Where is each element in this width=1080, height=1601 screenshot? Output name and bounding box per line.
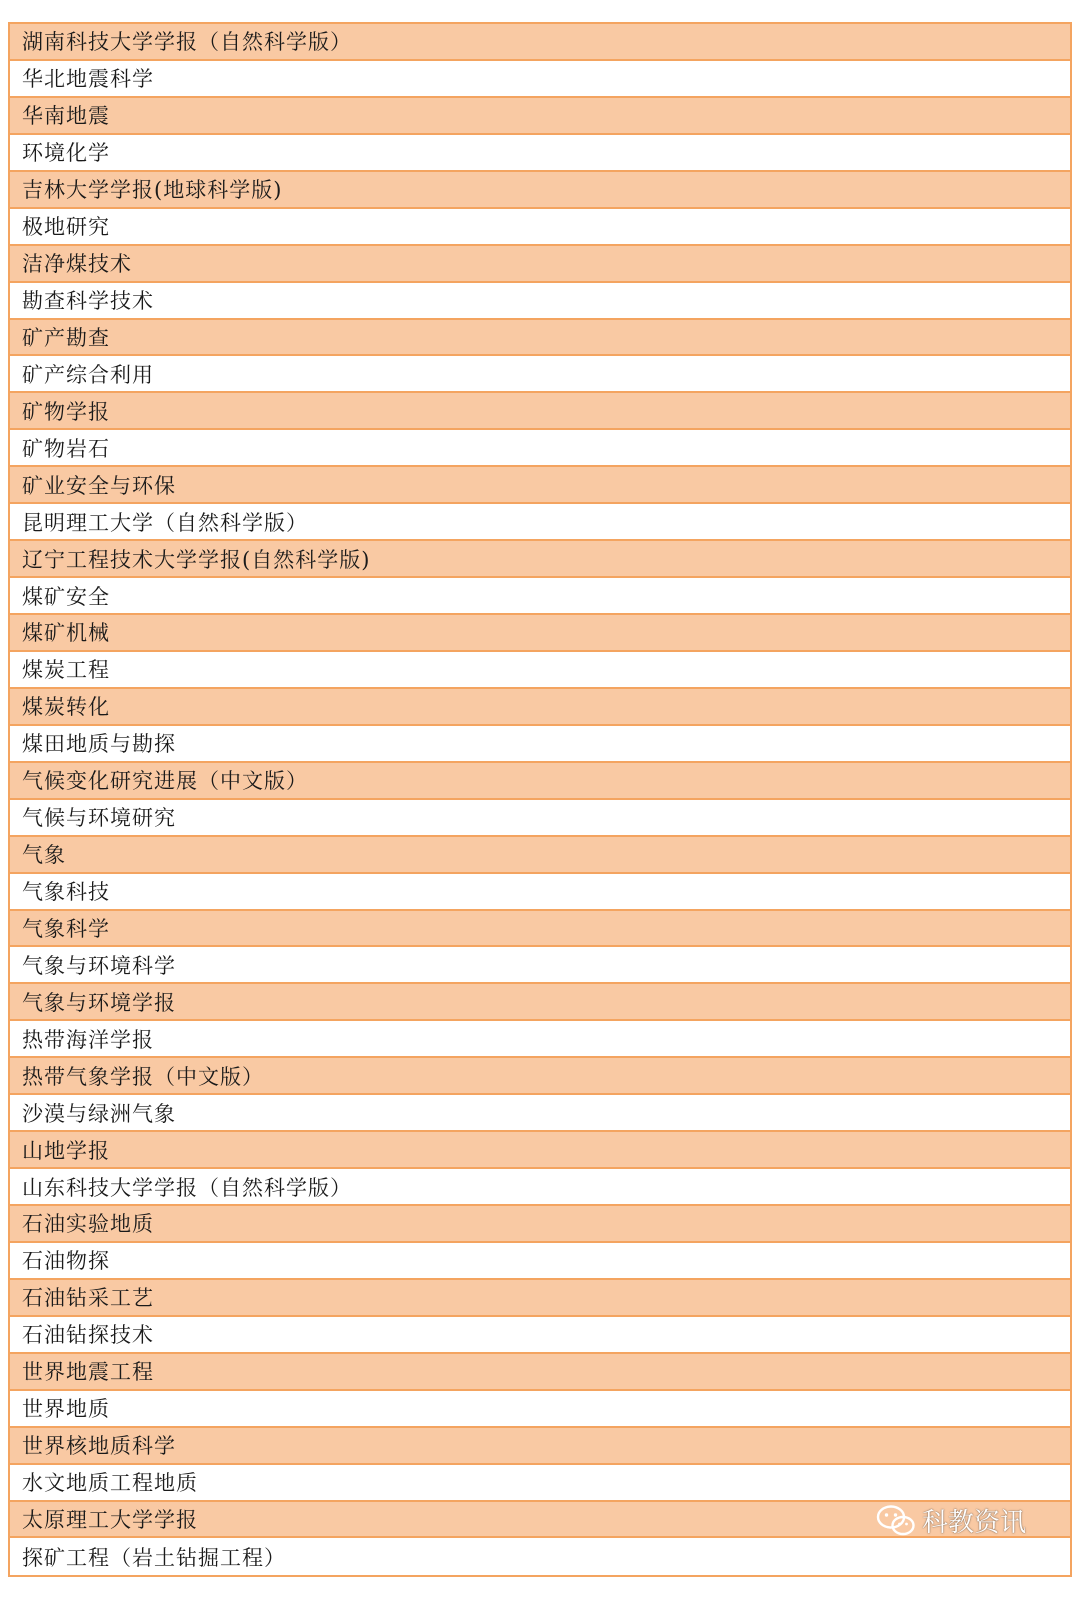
table-row [10, 246, 1070, 283]
journal-name: 世界地质 [22, 1397, 110, 1422]
table-row [10, 1021, 1070, 1058]
journal-name: 辽宁工程技术大学学报(自然科学版) [22, 547, 371, 572]
journal-name: 煤矿安全 [22, 584, 110, 609]
table-row [10, 61, 1070, 98]
table-row [10, 763, 1070, 800]
table-row [10, 652, 1070, 689]
journal-name: 石油实验地质 [22, 1212, 154, 1237]
table-row [10, 1243, 1070, 1280]
table-row [10, 1391, 1070, 1428]
journal-name: 水文地质工程地质 [22, 1471, 198, 1496]
journal-name: 勘查科学技术 [22, 289, 154, 314]
journal-name: 气象科学 [22, 916, 110, 941]
table-row [10, 356, 1070, 393]
table-row [10, 1317, 1070, 1354]
journal-name: 气象与环境科学 [22, 953, 176, 978]
table-row [10, 874, 1070, 911]
table-row [10, 320, 1070, 357]
journal-name: 矿物岩石 [22, 436, 110, 461]
table-row [10, 578, 1070, 615]
journal-name: 极地研究 [22, 215, 110, 240]
journal-name: 石油物探 [22, 1249, 110, 1274]
table-row [10, 726, 1070, 763]
table-row [10, 430, 1070, 467]
journal-name: 气象科技 [22, 880, 110, 905]
table-row [10, 1354, 1070, 1391]
journal-name: 石油钻采工艺 [22, 1286, 154, 1311]
table-row [10, 1169, 1070, 1206]
table-row [10, 172, 1070, 209]
table-row [10, 98, 1070, 135]
journal-name: 世界核地质科学 [22, 1434, 176, 1459]
table-row [10, 800, 1070, 837]
journal-table [8, 22, 1072, 1577]
table-row [10, 984, 1070, 1021]
journal-name: 矿产勘查 [22, 325, 110, 350]
journal-name: 热带海洋学报 [22, 1027, 154, 1052]
table-row [10, 837, 1070, 874]
table-row [10, 209, 1070, 246]
table-row [10, 24, 1070, 61]
table-row [10, 1095, 1070, 1132]
table-row [10, 541, 1070, 578]
table-row [10, 1465, 1070, 1502]
watermark-text: 科教资讯 [921, 1508, 1026, 1538]
journal-name: 华北地震科学 [22, 67, 154, 92]
table-row [10, 615, 1070, 652]
journal-name: 煤田地质与勘探 [22, 732, 176, 757]
journal-name: 太原理工大学学报 [22, 1507, 198, 1532]
table-row [10, 283, 1070, 320]
journal-name: 煤炭工程 [22, 658, 110, 683]
table-row [10, 1502, 1070, 1539]
journal-name: 山东科技大学学报（自然科学版） [22, 1175, 352, 1200]
table-row [10, 947, 1070, 984]
journal-name: 矿物学报 [22, 399, 110, 424]
table-row [10, 1206, 1070, 1243]
journal-name: 矿业安全与环保 [22, 473, 176, 498]
journal-name: 世界地震工程 [22, 1360, 154, 1385]
journal-name: 沙漠与绿洲气象 [22, 1101, 176, 1126]
journal-name: 昆明理工大学（自然科学版） [22, 510, 308, 535]
journal-name: 探矿工程（岩土钻掘工程） [22, 1545, 286, 1570]
journal-name: 环境化学 [22, 141, 110, 166]
journal-name: 热带气象学报（中文版） [22, 1064, 264, 1089]
journal-name: 气象与环境学报 [22, 990, 176, 1015]
table-row [10, 1132, 1070, 1169]
table-row [10, 689, 1070, 726]
journal-name: 煤矿机械 [22, 621, 110, 646]
journal-name: 煤炭转化 [22, 695, 110, 720]
table-row [10, 911, 1070, 948]
journal-name: 气象 [22, 843, 66, 868]
journal-name: 气候与环境研究 [22, 806, 176, 831]
journal-name: 石油钻探技术 [22, 1323, 154, 1348]
table-row [10, 135, 1070, 172]
table-row [10, 1280, 1070, 1317]
journal-name: 吉林大学学报(地球科学版) [22, 178, 283, 203]
table-row [10, 1428, 1070, 1465]
journal-name: 矿产综合利用 [22, 362, 154, 387]
table-row [10, 467, 1070, 504]
table-row [10, 504, 1070, 541]
journal-name: 洁净煤技术 [22, 252, 132, 277]
journal-name: 湖南科技大学学报（自然科学版） [22, 30, 352, 55]
table-row [10, 393, 1070, 430]
journal-name: 华南地震 [22, 104, 110, 129]
table-row [10, 1538, 1070, 1575]
table-row [10, 1058, 1070, 1095]
journal-name: 气候变化研究进展（中文版） [22, 769, 308, 794]
journal-name: 山地学报 [22, 1138, 110, 1163]
